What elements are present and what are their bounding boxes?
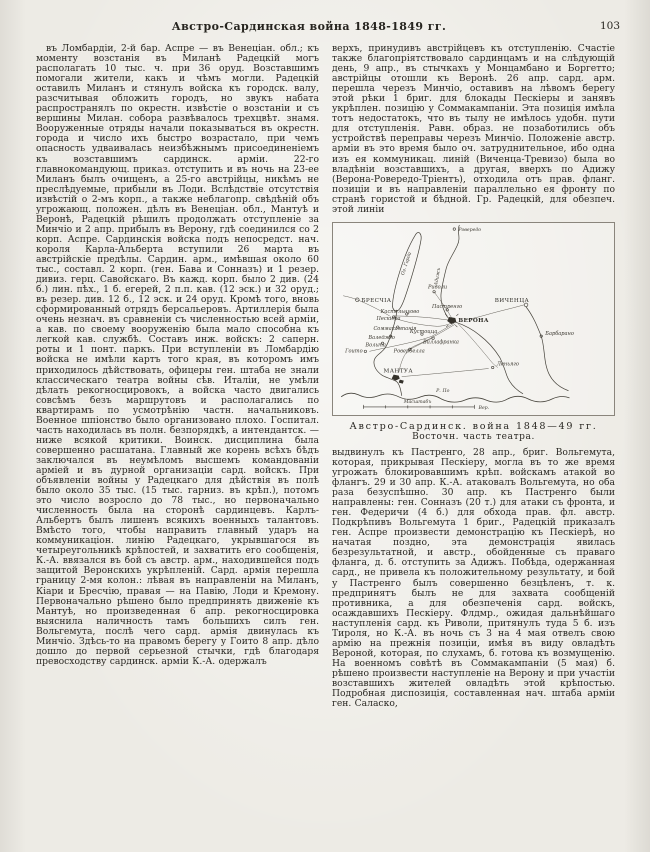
map-label-pastrengo: Пастренго [432,303,463,310]
page-title: Австро-Сардинская война 1848-1849 гг. [171,20,447,33]
map-label-villafranca: Виллафранка [422,339,459,346]
map-water [341,225,569,402]
map-label-goito: Гоито [345,348,363,355]
map-label-adige-river: Адижъ [434,267,443,286]
map-label-castelnuovo: Кастельнуово [380,308,420,315]
left-column [36,44,319,709]
map-scale-unit: Вер. [478,405,490,411]
map-label-rivoli: Риволи [428,284,448,291]
right-column [332,44,615,709]
left-column-text: въ Ломбардіи, 2-й бар. Аспре — въ Венеціан. обл.; къ моменту возстанія въ Миланѣ Радецкій могъ располагать 10 тыс. ч. при 36 оруд. Возставшимъ помогали жители, какъ и чѣмъ могли. Радецкій оставилъ Миланъ и стянулъ войска къ городск. валу, разсчитывая обложить городъ, но звукъ набата распространялъ по окрестн. извѣстіе о возстаніи и съ вершины Милан. собора развѣвалось трехцвѣт. знамя. Вооруженные отряды начали показываться въ окрестн. города и число ихъ быстро возрастало, при чемъ опасность удваивалась неизбѣжнымъ присоединеніемъ къ возставшимъ сардинск. арміи. 22-го главнокомандующ. приказ. отступить и въ ночь на 23-ее Миланъ былъ очищенъ, а 25-го австрійцы, никѣмъ не преслѣдуемые, прибыли въ Лоди. Вслѣдствіе отсутствія извѣстій о 2-мъ корп., а также неблагопр. свѣдѣній объ угрожающ. положен. дѣлъ въ Венеціан. обл., Мантуѣ и Веронѣ, Радецкій рѣшилъ продолжать отступленіе за Минчіо и 2 апр. прибылъ въ Верону, гдѣ соединился со 2 корп. Аспре. Сардинскія войска подъ непосредст. нач. короля Карла-Альберта вступили 26 марта въ австрійскіе предѣлы. Сардин. арм., имѣвшая около 60 тыс., составл. 2 корп. (ген. Бава и Сонназъ) и 1 резер. дивиз. герц. Савойскаго. Въ кажд. корп. было 2 див. (24 б.) лин. пѣх., 1 б. егерей, 2 п.п. кав. (12 эск.) и 32 оруд.; въ резер. див. 12 б., 12 эск. и 24 оруд. Кромѣ того, вновь сформированный отрядъ берсальеровъ. Артиллерія была очень незнач. въ сравненіи съ численностью всей арміи, а кав. по своему вооруженію была мало способна къ легкой кав. службѣ. Составъ инж. войскъ: 2 саперн. роты и 1 понт. паркъ. При вступленіи въ Ломбардію войска не имѣли картъ того края, въ которомъ имъ приходилось дѣйствовать, офицеры ген. штаба не знали классическаго театра войны сѣв. Италіи, не умѣли дѣлать рекогносцировокъ, а войска часто двигались совсѣмъ безъ маршрутовъ и располагались по квартирамъ по усмотрѣнію частн. начальниковъ. Военное шпіонство было организовано плохо. Госпитал. часть находилась въ полн. безпорядкѣ, а интендантск. — ниже всякой критики. Воинск. дисциплина была совершенно расшатана. Главный же корень всѣхъ бѣдъ заключался въ неумѣломъ высшемъ командованіи арміей и въ дурной организаціи сард. войскъ. При объявленіи войны у Радецкаго для дѣйствія въ полѣ было около 35 тыс. (15 тыс. гарниз. въ крѣп.), потомъ это число возросло до 78 тыс., но первоначально численность была на сторонѣ сардинцевъ. Карлъ-Альбертъ былъ лишенъ всякихъ военныхъ талантовъ. Вмѣсто того, чтобы направить главный ударъ на коммуникаціон. линію Радецкаго, укрывшагося въ четыреугольникѣ крѣпостей, и захватить его сообщенія, К.-А. ввязался въ бой съ австр. арм., находившейся подъ защитой Веронскихъ укрѣпленій. Сард. армія перешла границу 2-мя колон.: лѣвая въ направленіи на Миланъ, Кіари и Бресчію, правая — на Павію, Лоди и Кремону. Первоначально рѣшено было предпринять движеніе къ Мантуѣ, но произведенная 6 апр. рекогносцировка выяснила наличность тамъ большихъ силъ ген. Вольгемута, послѣ чего сард. армія двинулась къ Минчіо. Здѣсь-то на правомъ берегу у Гоито 8 апр. дѣло дошло до первой серьезной стычки, гдѣ благодаря превосходству сардинск. арміи К.-А. одержалъ [36,43,319,667]
map-scale-label: Масштабъ [403,399,432,405]
map-label-po-river: Р. По [436,388,450,394]
right-column-text-top: верхъ, принудивъ австрійцевъ къ отступленію. Счастіе также благопріятствовало сардинцамъ и на слѣдующій день, 9 апр., въ стычкахъ у Монцамбано и Боргетто; австрійцы отошли къ Веронѣ. 26 апр. сард. арм. перешла черезъ Минчіо, оставивъ на лѣвомъ берегу этой рѣки 1 бриг. для блокады Пескіеры и занявъ укрѣплен. позицію у Соммакампаніи. Эта позиція имѣла тотъ недостатокъ, что въ тылу не имѣлось удобн. пути для отступленія. Равн. образ. не позаботились объ устройствѣ переправы черезъ Минчіо. Положеніе австр. арміи въ это время было оч. затруднительное, ибо одна изъ ея коммуникац. линій (Виченца-Тревизо) была во владѣніи возставшихъ, а другая, вверхъ по Адижу (Верона-Ровередо-Тріентъ), отходила отъ прав. фланг. позиціи и въ направленіи параллельно ея фронту по странѣ гористой и бѣдной. Гр. Радецкій, для обезпеч. этой линіи [332,43,615,215]
map-label-lake-garda: Оз. Гарда [400,251,414,276]
running-header [38,20,620,34]
map-label-roverbella: Ровербелла [393,348,425,355]
theater-map [332,222,615,416]
figure-caption-title: Австро-Сардинск. война 1848—49 гг. [349,420,598,432]
theater-map-svg [333,223,614,415]
figure-caption-subtitle: Восточн. часть театра. [412,431,535,442]
map-label-custoza: Кустоцца [409,328,438,335]
verona-fortress-mark [445,314,458,327]
map-label-legnago: Леньяго [496,361,519,368]
map-label-peschiera: Пескіера [376,315,401,322]
text-columns [36,44,616,709]
map-label-barbarano: Барбарано [545,330,574,337]
map-label-brescia: БРЕСЧІА [361,297,392,304]
map-label-mantua: МАНТУА [383,368,414,375]
map-label-vicenza: ВИЧЕНЦА [494,297,530,304]
right-column-text-bottom: выдвинулъ къ Пастренго, 28 апр., бриг. Вольгемута, которая, прикрывая Пескіеру, могла въ то же время угрожать блокировавшимъ крѣп. войскамъ атакой во флангъ. 29 и 30 апр. К.-А. атаковалъ Вольгемута, но оба раза безуспѣшно. 30 апр. къ Пастренго были направлены: ген. Сонназъ (20 т.) для атаки съ фронта, и ген. Федеричи (4 б.) для обхода прав. фл. австр. Подкрѣпивъ Вольгемута 1 бриг., Радецкій приказалъ ген. Аспре произвести демонстрацію къ Пескіерѣ, но начатая поздно, эта демонстрація явилась безрезультатной, и австр., обойденные съ праваго фланга, д. б. отступить за Адижъ. Побѣда, одержанная сард., не привела къ положительному результату, и бой у Пастренго былъ совершенно безцѣленъ, т. к. предпринятъ былъ не для захвата сообщеній противника, а для обезпеченія сард. войскъ, осаждавшихъ Пескіеру. Флдмр., ожидая дальнѣйшаго наступленія сард. къ Риволи, притянулъ туда 5 б. изъ Тироля, но К.-А. въ ночь съ 3 на 4 мая отвелъ свою армію на прежнія позиціи, имѣя въ виду овладѣть Вероной, которая, по слухамъ, б. готова къ возмущенію. На военномъ совѣтѣ въ Соммакампаніи (5 мая) б. рѣшено произвести наступленіе на Верону и при участіи возставшихъ жителей овладѣть этой крѣпостью. Подробная диспозиція, составленная нач. штаба арміи ген. Саласко, [332,446,615,710]
map-label-valeggio: Валеджіо [368,335,395,342]
page-number: 103 [599,20,620,32]
map-scale-bar [363,405,474,409]
map-label-verona: ВЕРОНА [458,317,489,324]
map-label-sommacampagna: Соммакампанія [373,325,417,332]
map-label-roveredo: Ровередо [458,227,482,233]
map-figure [332,222,615,442]
map-label-volta: Вольта [365,342,386,349]
